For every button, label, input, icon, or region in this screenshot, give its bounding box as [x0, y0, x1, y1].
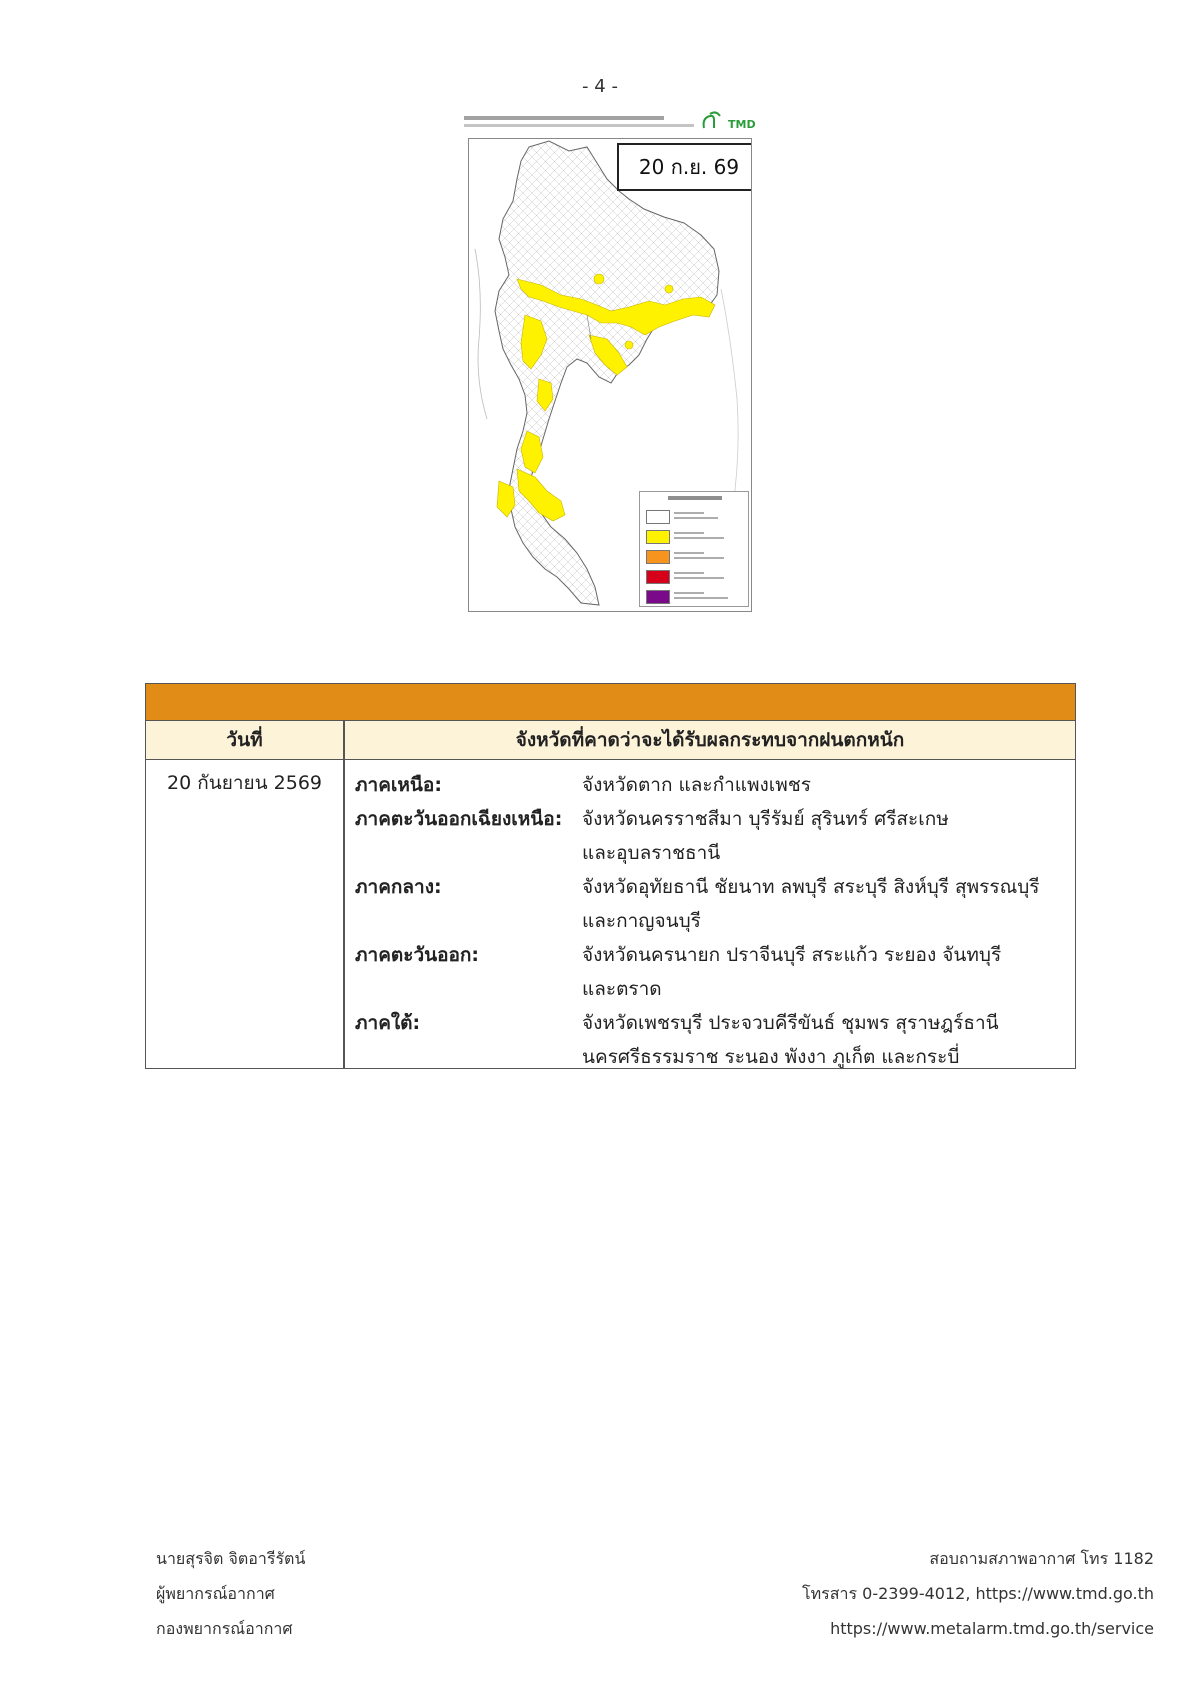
province-line: จังหวัดนครนายก ปราจีนบุรี สระแก้ว ระยอง จันทบุรี — [582, 944, 1002, 966]
legend-swatch — [646, 570, 670, 584]
footer-contact — [802, 1541, 1154, 1646]
legend-item — [646, 544, 744, 564]
province-line: จังหวัดอุทัยธานี ชัยนาท ลพบุรี สระบุรี สิงห์บุรี สุพรรณบุรี — [582, 876, 1040, 898]
svg-text:TMD: TMD — [728, 118, 756, 131]
table-header-row — [146, 721, 1075, 760]
legend-swatch — [646, 510, 670, 524]
legend-item — [646, 564, 744, 584]
map-header — [460, 108, 760, 136]
forecaster-name: นายสุรจิต จิตอารีรัตน์ — [156, 1549, 306, 1568]
region-name: ภาคตะวันออกเฉียงเหนือ: — [355, 808, 563, 830]
map-date-label: 20 ก.ย. 69 — [617, 143, 752, 191]
legend-swatch — [646, 530, 670, 544]
region-name: ภาคใต้: — [355, 1012, 421, 1034]
legend-item — [646, 584, 744, 604]
rainfall-forecast-map — [460, 108, 760, 612]
region-name: ภาคกลาง: — [355, 876, 442, 898]
region-row — [355, 1006, 1065, 1074]
map-frame — [468, 138, 752, 612]
legend-swatch — [646, 550, 670, 564]
header-provinces: จังหวัดที่คาดว่าจะได้รับผลกระทบจากฝนตกหนัก — [515, 729, 905, 751]
region-row — [355, 768, 1065, 802]
header-date: วันที่ — [226, 729, 263, 751]
region-provinces — [582, 768, 1065, 802]
region-provinces — [582, 870, 1065, 938]
region-name: ภาคตะวันออก: — [355, 944, 480, 966]
legend-item — [646, 524, 744, 544]
table-banner — [146, 684, 1075, 721]
province-line: และตราด — [582, 978, 662, 1000]
province-line: และอุบลราชธานี — [582, 842, 721, 864]
forecast-date: 20 กันยายน 2569 — [166, 772, 323, 794]
forecaster-division: กองพยากรณ์อากาศ — [156, 1619, 293, 1638]
province-line: จังหวัดนครราชสีมา บุรีรัมย์ สุรินทร์ ศรีสะเกษ — [582, 808, 949, 830]
page-number: - 4 - — [582, 76, 618, 97]
region-row — [355, 870, 1065, 938]
legend-item — [646, 504, 744, 524]
footer-forecaster — [156, 1541, 305, 1646]
map-legend — [639, 491, 749, 607]
heavy-rain-forecast-table — [145, 683, 1076, 1069]
forecaster-role: ผู้พยากรณ์อากาศ — [156, 1584, 275, 1603]
region-name: ภาคเหนือ: — [355, 774, 442, 796]
province-line: และกาญจนบุรี — [582, 910, 701, 932]
region-list — [355, 768, 1065, 1074]
province-line: จังหวัดเพชรบุรี ประจวบคีรีขันธ์ ชุมพร สุราษฎร์ธานี — [582, 1012, 999, 1034]
contact-phone: สอบถามสภาพอากาศ โทร 1182 — [929, 1549, 1154, 1568]
province-line: นครศรีธรรมราช ระนอง พังงา ภูเก็ต และกระบี่ — [582, 1046, 960, 1068]
region-provinces — [582, 802, 1065, 870]
region-row — [355, 802, 1065, 870]
province-line: จังหวัดตาก และกำแพงเพชร — [582, 774, 811, 796]
region-row — [355, 938, 1065, 1006]
tmd-logo-icon — [698, 110, 758, 134]
legend-swatch — [646, 590, 670, 604]
region-provinces — [582, 938, 1065, 1006]
contact-metalarm-url: https://www.metalarm.tmd.go.th/service — [830, 1619, 1154, 1638]
region-provinces — [582, 1006, 1065, 1074]
contact-fax-web: โทรสาร 0-2399-4012, https://www.tmd.go.th — [802, 1584, 1154, 1603]
